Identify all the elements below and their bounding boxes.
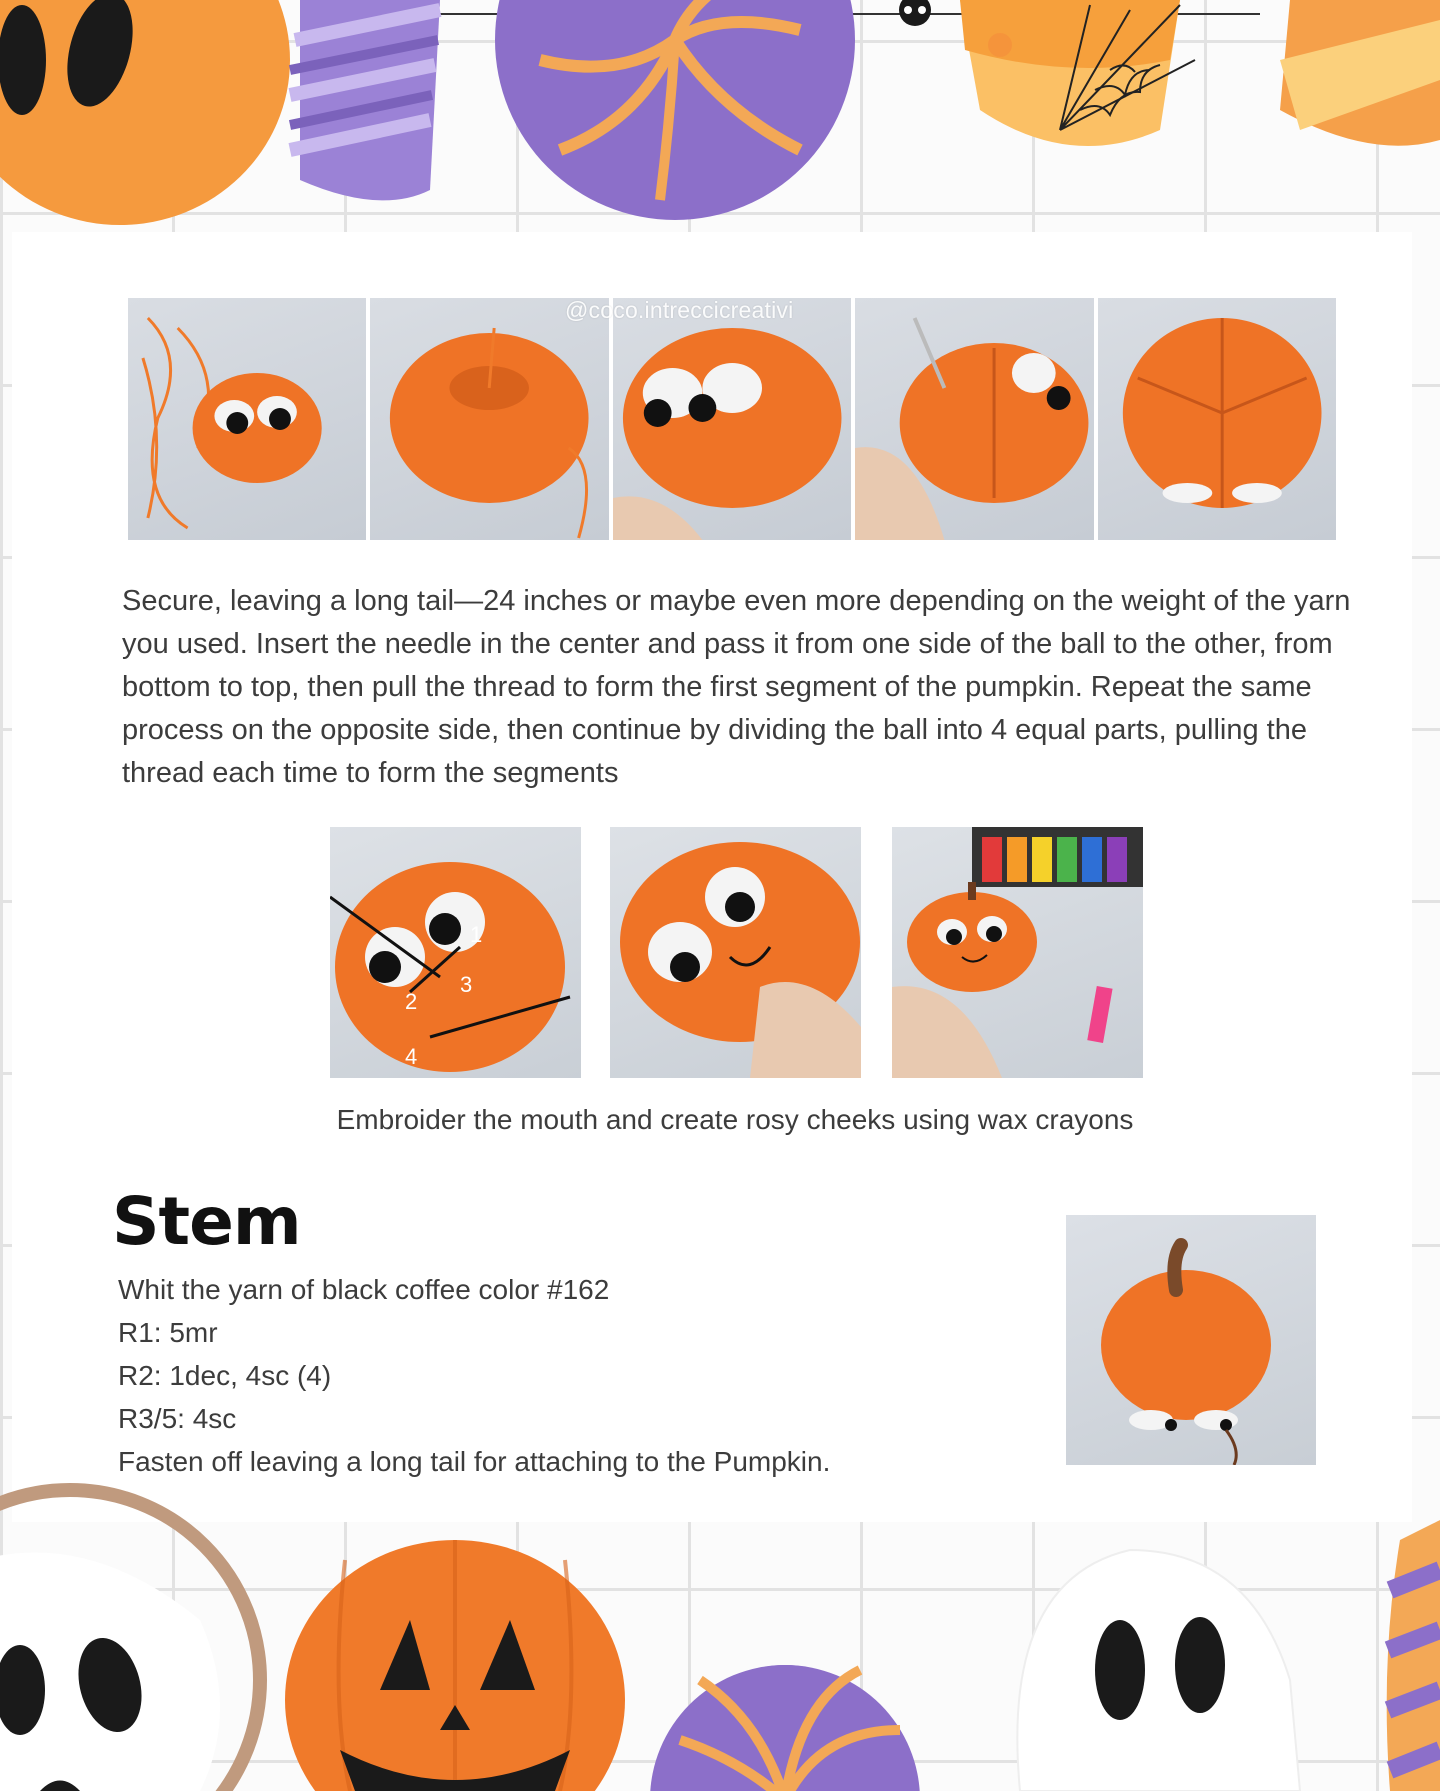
crayon-box-decoration	[972, 827, 1143, 887]
embroidery-number-2: 2	[405, 989, 418, 1014]
step-photo-4	[855, 298, 1093, 540]
stem-photo	[1066, 1215, 1316, 1465]
watermark-text: @coco.intreccicreativi	[565, 297, 794, 323]
orange-candy-decoration	[1280, 0, 1440, 146]
stem-row-3	[118, 1397, 830, 1440]
ghost-decoration-right	[1017, 1550, 1300, 1791]
row-label: R2:	[118, 1360, 162, 1391]
embroidery-number-4: 4	[405, 1044, 418, 1069]
stem-yarn-line: Whit the yarn of black coffee color #162	[118, 1274, 610, 1305]
step-photo-3	[613, 298, 851, 540]
step-photo-strip	[128, 298, 1336, 540]
ghost-decoration-left	[0, 1490, 260, 1791]
embroidery-photo-1	[330, 827, 581, 1078]
top-halloween-border	[0, 0, 1440, 232]
embroidery-photo-2	[610, 827, 861, 1078]
embroidery-photo-3	[892, 827, 1143, 1078]
spider-decoration	[899, 0, 931, 26]
embroidery-caption: Embroider the mouth and create rosy cheeks using wax crayons	[336, 1104, 1134, 1135]
embroidery-number-1: 1	[470, 922, 483, 947]
row-text: 4sc	[184, 1403, 237, 1434]
row-label: R1:	[118, 1317, 162, 1348]
step-photo-2	[370, 298, 608, 540]
purple-swirl-candy-bottom	[650, 1665, 920, 1791]
bottom-halloween-border	[0, 1480, 1440, 1791]
row-text: 1dec, 4sc (4)	[161, 1360, 332, 1391]
embroidery-number-3: 3	[460, 972, 473, 997]
step-photo-1	[128, 298, 366, 540]
row-label: R3/5:	[118, 1403, 185, 1434]
stem-row-1	[118, 1311, 830, 1354]
stem-finish-line: Fasten off leaving a long tail for attaching to the Pumpkin.	[118, 1446, 831, 1477]
orange-face-decoration	[0, 0, 290, 225]
jack-o-lantern-decoration	[285, 1540, 625, 1791]
stem-row-2	[118, 1354, 830, 1397]
striped-candy-decoration-right	[1387, 1520, 1440, 1791]
instruction-paragraph: Secure, leaving a long tail—24 inches or maybe even more depending on the weight of the yarn you used. Insert the needle in the center and pass it from one side of the ball to the other, from bottom to top, then pull the thread to form the first segment of the pumpkin. Repeat the same process on the opposite side, then continue by dividing the ball into 4 equal parts, pulling the thread each time to form the segments	[122, 585, 1351, 789]
purple-swirl-candy-decoration	[495, 0, 855, 220]
row-text: 5mr	[161, 1317, 218, 1348]
purple-twist-candy-decoration	[290, 0, 440, 200]
stem-heading: Stem	[112, 1183, 301, 1260]
stem-instructions	[118, 1268, 830, 1483]
step-photo-5	[1098, 298, 1336, 540]
